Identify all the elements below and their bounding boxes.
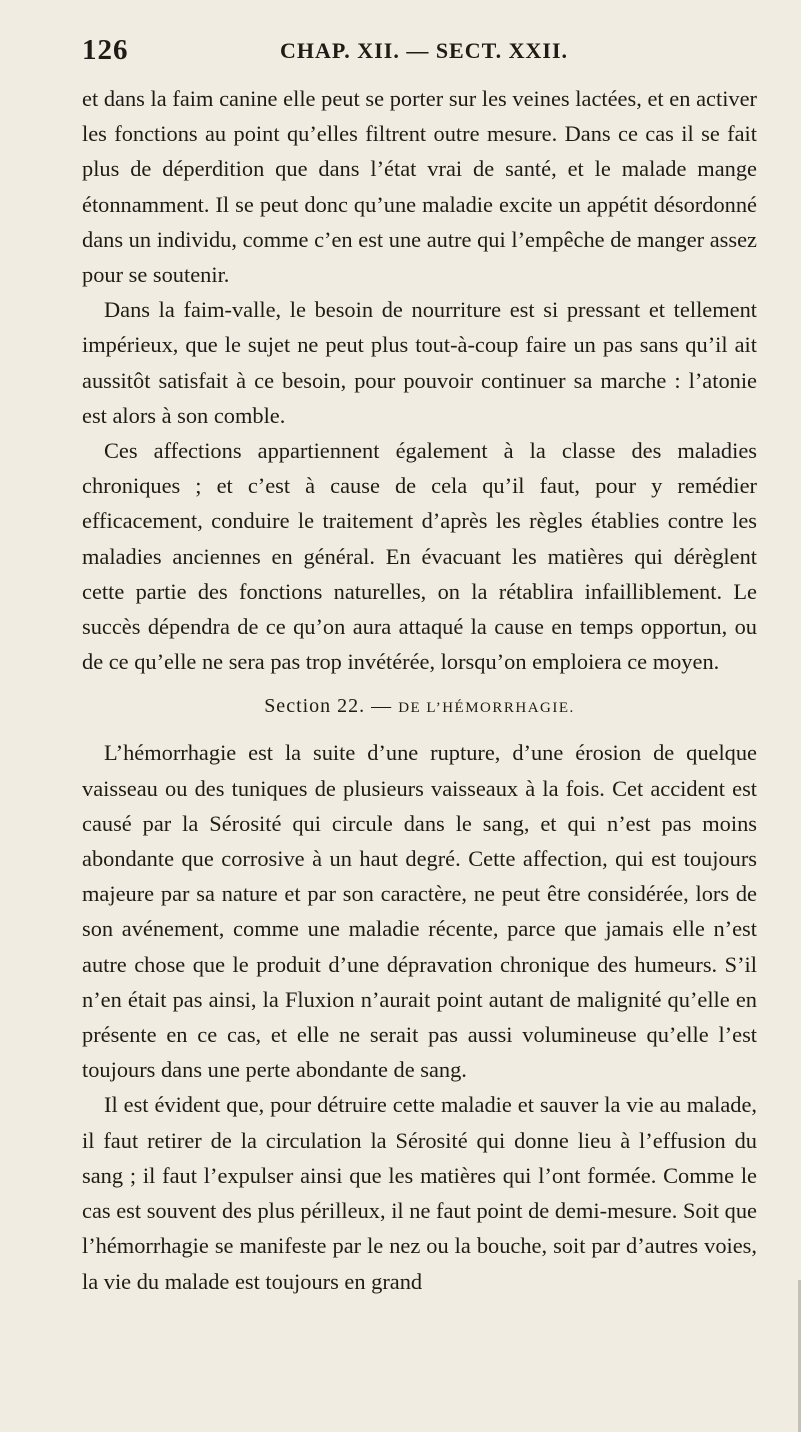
page-number: 126 (82, 34, 129, 66)
body-text (82, 81, 757, 1299)
paragraph: L’hémorrhagie est la suite d’une rupture, d’une érosion de quelque vaisseau ou des tuniques de plusieurs vaisseaux à la fois. Cet accident est causé par la Sérosité qui circule dans le sang, et qui n’est pas moins abondante que corrosive à un haut degré. Cette affection, qui est toujours majeure par sa nature et par son caractère, ne peut être considérée, lors de son avénement, comme une maladie récente, parce que jamais elle n’est autre chose que le produit d’une dépravation chronique des humeurs. S’il n’en était pas ainsi, la Fluxion n’aurait point autant de malignité qu’elle en présente en ce cas, et elle ne serait pas aussi volumineuse qu’elle l’est toujours dans une perte abondante de sang. (82, 740, 757, 1083)
paragraph: Il est évident que, pour détruire cette maladie et sauver la vie au malade, il faut retirer de la circulation la Sérosité qui donne lieu à l’effusion du sang ; il faut l’expulser ainsi que les matières qui l’ont formée. Comme le cas est souvent des plus périlleux, il ne faut point de demi-mesure. Soit que l’hémorrhagie se manifeste par le nez ou la bouche, soit par d’autres voies, la vie du malade est toujours en grand (82, 1092, 757, 1294)
section-number: Section 22. — (264, 695, 393, 718)
running-head: CHAP. XII. — SECT. XXII. (280, 38, 569, 63)
section-title: DE L’HÉMORRHAGIE. (398, 700, 575, 717)
paragraph: et dans la faim canine elle peut se porter sur les veines lactées, et en activer les fonctions au point qu’elles filtrent outre mesure. Dans ce cas il se fait plus de déperdition que dans l’état vrai de santé, et le malade mange étonnamment. Il se peut donc qu’une maladie excite un appétit désordonné dans un individu, comme c’en est une autre qui l’empêche de manger assez pour se soutenir. (82, 86, 757, 288)
paragraph: Ces affections appartiennent également à la classe des maladies chroniques ; et c’est à cause de cela qu’il faut, pour y remédier efficacement, conduire le traitement d’après les règles établies contre les maladies anciennes en général. En évacuant les matières qui dérèglent cette partie des fonctions naturelles, on la rétablira infailliblement. Le succès dépendra de ce qu’on aura attaqué la cause en temps opportun, ou de ce qu’elle ne sera pas trop invétérée, lorsqu’on emploiera ce moyen. (82, 438, 757, 675)
paragraph: Dans la faim-valle, le besoin de nourriture est si pressant et tellement impérieux, que le sujet ne peut plus tout-à-coup faire un pas sans qu’il ait aussitôt satisfait à ce besoin, pour pouvoir continuer sa marche : l’atonie est alors à son comble. (82, 297, 757, 428)
page-header (82, 30, 742, 74)
section-heading (82, 690, 757, 725)
